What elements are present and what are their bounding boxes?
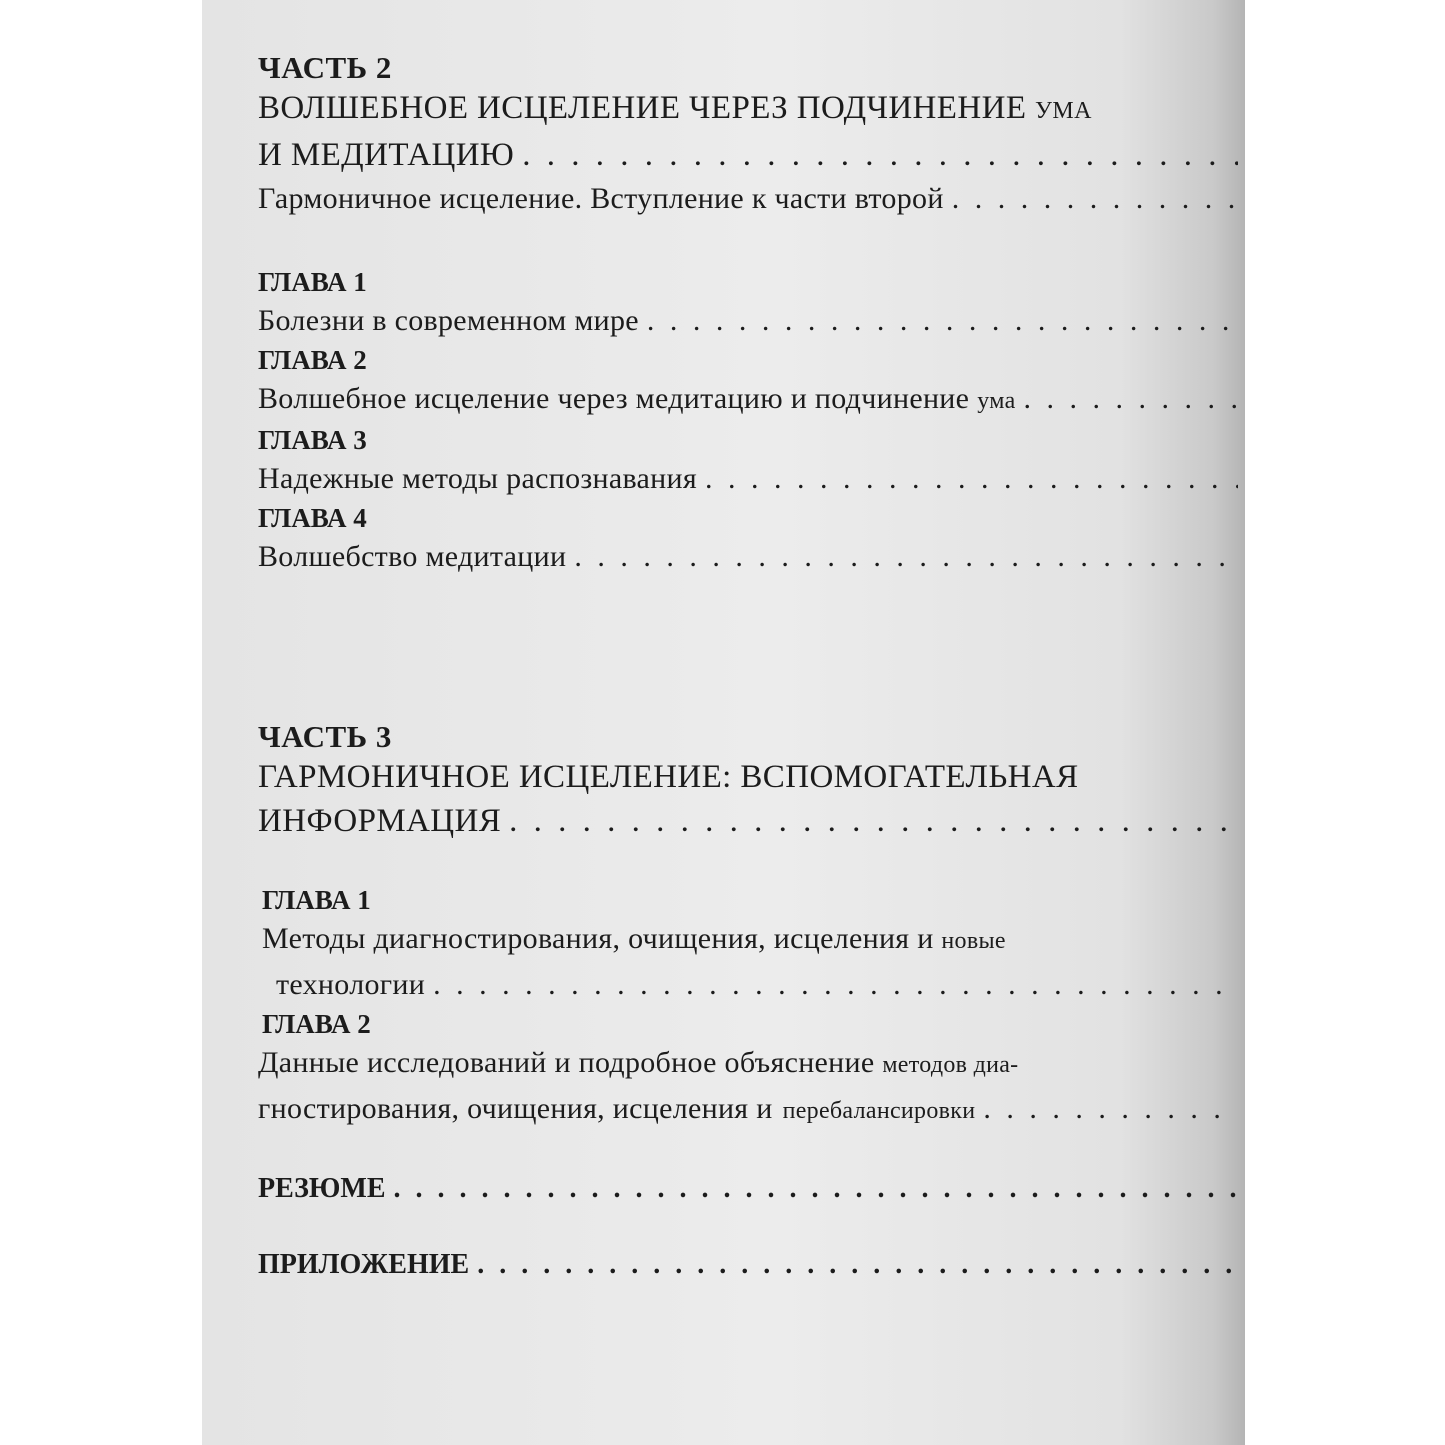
part3-chapter2-entry[interactable] — [258, 1087, 1238, 1133]
dot-leader — [952, 177, 1238, 221]
part2-title-line2 — [258, 133, 1238, 177]
part3-title-line1: ГАРМОНИЧНОЕ ИСЦЕЛЕНИЕ: ВСПОМОГАТЕЛЬНАЯ — [258, 759, 1079, 795]
dot-leader — [574, 535, 1238, 579]
part3-title-line2 — [258, 799, 1238, 843]
part3-chapter2-title-line2: гностирования, очищения, исцеления и — [258, 1092, 773, 1125]
dot-leader — [705, 457, 1238, 501]
part2-chapter4-label: ГЛАВА 4 — [258, 503, 367, 533]
part3-chapter2-title-text: Данные исследований и подробное объяснение — [258, 1046, 875, 1079]
part2-chapter2-entry[interactable] — [258, 377, 1238, 423]
part3-chapter1-title-line1 — [258, 917, 1238, 963]
appendix-entry[interactable] — [258, 1245, 1238, 1285]
part3-chapter2-title-line1 — [258, 1041, 1238, 1087]
part3-chapter1-entry[interactable] — [258, 963, 1238, 1007]
part3-chapter1-label: ГЛАВА 1 — [262, 885, 371, 915]
part2-chapter1-title: Болезни в современном мире — [258, 304, 639, 337]
appendix-label: ПРИЛОЖЕНИЕ — [258, 1249, 470, 1280]
part2-chapter3-entry[interactable] — [258, 457, 1238, 501]
dot-leader — [509, 799, 1238, 843]
part3-chapter2-label: ГЛАВА 2 — [262, 1009, 371, 1039]
part2-intro-entry[interactable] — [258, 177, 1238, 221]
part2-label: ЧАСТЬ 2 — [258, 50, 392, 85]
part2-chapter2-title: Волшебное исцеление через медитацию и подчинение — [258, 382, 970, 415]
part2-chapter1-label: ГЛАВА 1 — [258, 267, 367, 297]
part3-chapter1-title-text: Методы диагностирования, очищения, исцеления и — [262, 922, 934, 955]
part3-chapter1-title-line2: технологии — [276, 968, 426, 1001]
part2-title-line2-text: И МЕДИТАЦИЮ — [258, 137, 515, 173]
dot-leader — [983, 1087, 1238, 1131]
dot-leader — [647, 299, 1238, 343]
part2-title-line1 — [258, 86, 1238, 133]
part2-chapter2-label: ГЛАВА 2 — [258, 345, 367, 375]
part2-chapter3-label: ГЛАВА 3 — [258, 425, 367, 455]
dot-leader — [433, 963, 1238, 1007]
part2-intro-text: Гармоничное исцеление. Вступление к части второй — [258, 182, 944, 215]
part3-chapter1-title-tail: новые — [941, 928, 1006, 954]
part3-chapter2-title-tail: методов диа- — [882, 1052, 1019, 1078]
dot-leader — [477, 1245, 1238, 1285]
book-page — [202, 0, 1245, 1445]
dot-leader — [522, 133, 1238, 177]
part3-title-line2-text: ИНФОРМАЦИЯ — [258, 803, 502, 839]
dot-leader — [394, 1169, 1238, 1209]
part2-chapter2-title-tail: ума — [977, 388, 1016, 414]
page-margin — [1245, 0, 1445, 1445]
part3-label: ЧАСТЬ 3 — [258, 719, 392, 754]
summary-label: РЕЗЮМЕ — [258, 1173, 386, 1204]
summary-entry[interactable] — [258, 1169, 1238, 1209]
part2-chapter4-title: Волшебство медитации — [258, 540, 567, 573]
part2-chapter4-entry[interactable] — [258, 535, 1238, 579]
part2-title-text: ВОЛШЕБНОЕ ИСЦЕЛЕНИЕ ЧЕРЕЗ ПОДЧИНЕНИЕ — [258, 90, 1027, 126]
table-of-contents — [258, 50, 1238, 1285]
part2-chapter3-title: Надежные методы распознавания — [258, 462, 697, 495]
part2-chapter1-entry[interactable] — [258, 299, 1238, 343]
part3-chapter2-title-line2-tail: перебалансировки — [782, 1098, 976, 1124]
part2-title-tail: УМА — [1035, 98, 1092, 124]
dot-leader — [1024, 377, 1238, 421]
